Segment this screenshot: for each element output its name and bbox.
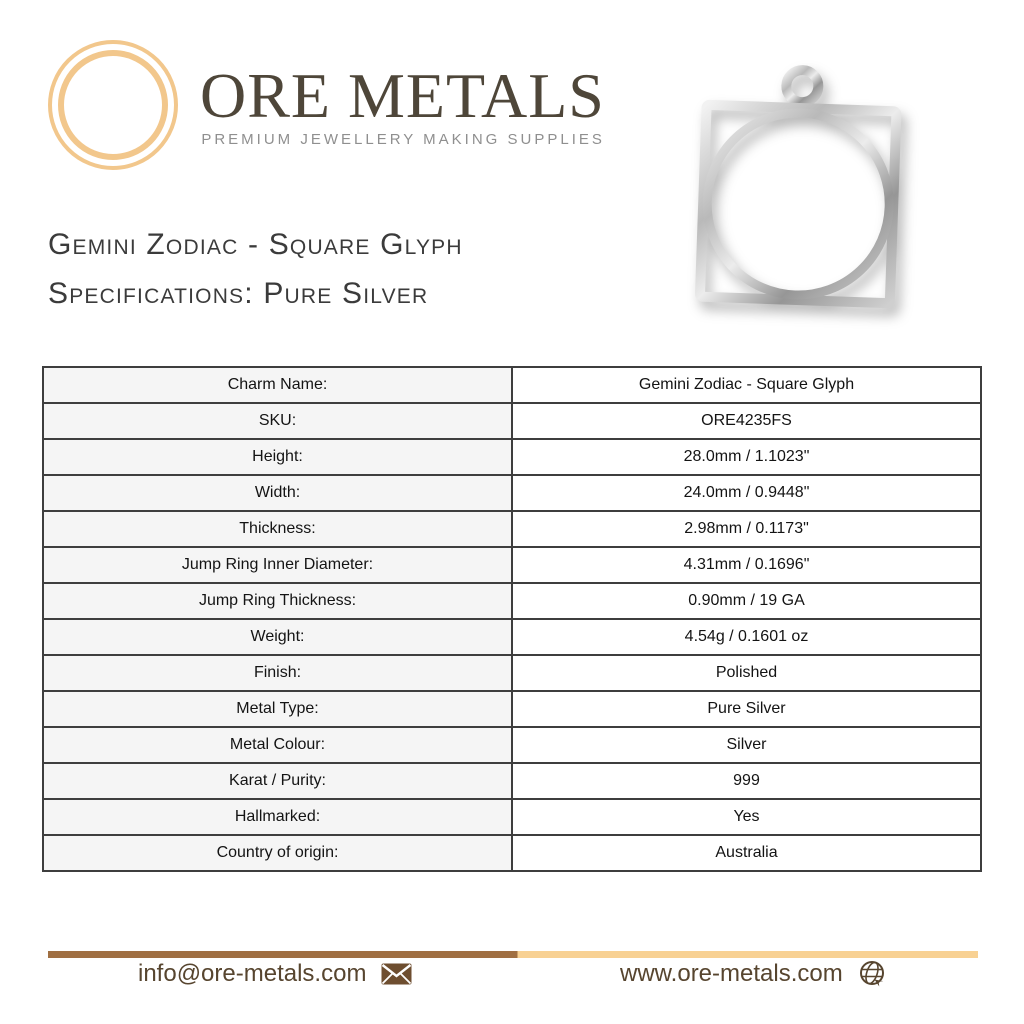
spec-value: Polished <box>512 655 981 691</box>
page-title <box>48 220 463 318</box>
table-row <box>43 691 981 727</box>
spec-value: 4.54g / 0.1601 oz <box>512 619 981 655</box>
spec-value: Pure Silver <box>512 691 981 727</box>
spec-value: ORE4235FS <box>512 403 981 439</box>
page-title-line1: Gemini Zodiac - Square Glyph <box>48 228 463 261</box>
table-row <box>43 619 981 655</box>
spec-value: 24.0mm / 0.9448" <box>512 475 981 511</box>
spec-label: Hallmarked: <box>43 799 512 835</box>
spec-label: Charm Name: <box>43 367 512 403</box>
table-row <box>43 727 981 763</box>
page-title-line2: Specifications: Pure Silver <box>48 277 429 310</box>
spec-label: Country of origin: <box>43 835 512 871</box>
spec-value: 28.0mm / 1.1023" <box>512 439 981 475</box>
spec-label: Jump Ring Thickness: <box>43 583 512 619</box>
spec-table <box>42 366 982 872</box>
spec-label: Metal Type: <box>43 691 512 727</box>
brand-name: ORE METALS <box>200 59 605 131</box>
spec-label: Width: <box>43 475 512 511</box>
spec-label: SKU: <box>43 403 512 439</box>
spec-value: Australia <box>512 835 981 871</box>
spec-value: 2.98mm / 0.1173" <box>512 511 981 547</box>
logo-ring-inner-icon <box>58 50 168 160</box>
spec-value: Gemini Zodiac - Square Glyph <box>512 367 981 403</box>
table-row <box>43 583 981 619</box>
spec-label: Weight: <box>43 619 512 655</box>
gemini-charm-icon <box>668 50 928 335</box>
spec-value: 4.31mm / 0.1696" <box>512 547 981 583</box>
spec-label: Thickness: <box>43 511 512 547</box>
footer-divider <box>48 951 978 958</box>
globe-icon <box>858 960 886 988</box>
table-row <box>43 655 981 691</box>
spec-label: Metal Colour: <box>43 727 512 763</box>
spec-value: Yes <box>512 799 981 835</box>
table-row <box>43 475 981 511</box>
table-row <box>43 835 981 871</box>
spec-value: 999 <box>512 763 981 799</box>
spec-label: Finish: <box>43 655 512 691</box>
brand-tagline: PREMIUM JEWELLERY MAKING SUPPLIES <box>201 130 605 148</box>
spec-value: Silver <box>512 727 981 763</box>
spec-label: Height: <box>43 439 512 475</box>
spec-label: Karat / Purity: <box>43 763 512 799</box>
footer-website-link[interactable] <box>620 960 886 988</box>
brand-logo <box>48 40 605 170</box>
table-row <box>43 403 981 439</box>
jump-ring <box>786 70 819 103</box>
logo-ring-icon <box>48 40 178 170</box>
spec-value: 0.90mm / 19 GA <box>512 583 981 619</box>
footer-email-text: info@ore-metals.com <box>138 960 367 987</box>
table-row <box>43 367 981 403</box>
table-row <box>43 547 981 583</box>
envelope-icon <box>381 963 412 985</box>
table-row <box>43 799 981 835</box>
table-row <box>43 439 981 475</box>
spec-label: Jump Ring Inner Diameter: <box>43 547 512 583</box>
footer-website-text: www.ore-metals.com <box>620 960 843 987</box>
table-row <box>43 511 981 547</box>
product-image <box>668 50 928 335</box>
brand-text-block <box>200 59 605 148</box>
table-row <box>43 763 981 799</box>
footer-email-link[interactable] <box>138 960 412 988</box>
